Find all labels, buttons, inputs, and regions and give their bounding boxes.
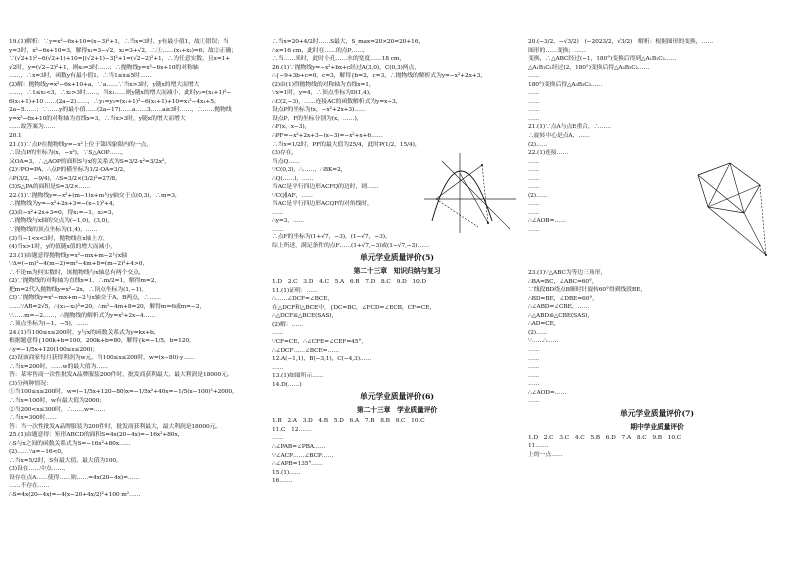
text-line: 1.B 2.A 3.D 4.B 5.D 6.A 7.B 8.B 9.C 10.C [272,418,425,425]
text-line: (2)由(1)得抛物线的对称轴为直线x=1， [272,81,375,88]
text-line: (3)存在， [272,150,298,157]
text-line: 当AC是平行四边形ACQF的对角线时， [272,201,373,208]
text-line: ∴当x=100时，w有最大值为2000； [9,397,106,404]
text-line: ∴P(3/2，−9/4)，∴S=3/2×(3/2)²=27/8， [9,175,121,182]
text-line: …… [528,98,540,105]
text-line: 20.1 [9,133,22,140]
text-line: 在△DCF和△BCE中，{DC=BC，∠FCD=∠ECB，CF=CE， [272,304,436,311]
text-line: 设存在点A……使得……则……=4x(20−4x)=…… [9,474,140,481]
text-line: ∴不论m为何实数时，该抛物线与x轴总有两个交点， [9,269,145,276]
text-line: ∴……∠DCF=∠BCE， [272,296,334,303]
text-line: 12.A(−1,1)，B(−3,1)，C(−4,3)…… [272,356,372,363]
text-line: ∴S=4x(20−4x)=−4(x−20+4x/2)²+100 m²…… [9,491,141,498]
text-line: …… [528,73,540,80]
text-line: ∴∠AOD=…… [528,389,567,396]
text-line: …… [528,355,540,362]
text-line: ∴F(x，x−3)， [272,124,311,131]
text-line: ……，∴x=3时，函数y有最小值1，∴当1≤x≤5时…… [9,73,152,80]
text-line: ∴y=−1/5x+120(100≤x≤200)； [9,346,99,353]
section-title-7: 单元学业质量评价(7) [620,408,694,418]
text-line: ②当200<x≤300时，∴……w=…… [9,406,106,413]
text-line: ∴x=16 cm，此时在……的点P……， [272,47,369,54]
parabola-diagram [422,151,518,235]
right-column [528,38,786,553]
text-line: …… [272,364,284,371]
text-line: ∴S与x之间的函数关系式为S=−16x²+80x…… [9,440,131,447]
text-line: …… [528,90,540,97]
text-line: 23.(1)∵△ABC为等边三角形， [528,270,607,277]
text-line: …… [272,227,284,234]
text-line: ∴∠ABD=∠CBE，…… [528,304,590,311]
text-line: ∵线段BD绕点B顺时针旋转60°得到线段BE， [528,287,647,294]
text-line: ∴顶点坐标为(−1，−5)，…… [9,321,88,328]
text-line: …… [528,167,540,174]
text-line: ∴PF=−x²+2x+3−(x−3)=−x²+x+6…… [272,133,383,140]
text-line: 19.(1)解析：∵y=x²−6x+10=(x−3)²+1，∴当x=3时，y有最小值1，故①错误；当 [9,39,229,45]
text-line: 答：当一次性批发A品牌服装为200件时，批发商获利最大，最大利润是18000元。 [9,423,222,430]
text-line: …… [528,175,540,182]
text-line: ∵CQ∥AF，…… [272,192,313,199]
text-line: 图形的……变换；…… [528,47,586,54]
text-line: ∴C(2,−3)，……连接AC的函数解析式为y=x−3， [272,98,402,105]
text-line: 15.(1)…… [272,469,301,476]
section-subtitle-7: 期中学业质量评价 [630,422,684,431]
text-line: 设点P的坐标为(x，−x²+2x+3)…… [272,107,366,114]
text-line: ∵……m=−2……，∴抛物线的解析式为y=x²+2x−4…… [9,312,156,319]
text-line: 11.…… [528,443,549,450]
text-line: ……∵AB=2√5，∴(x₁−x₂)²=20，∴m²−4m+8=20，解得m=6或m=−2， [9,303,206,310]
text-line: …… [528,372,540,379]
section-subtitle-6: 第二十三章 学业质量评价 [356,406,438,415]
text-line: ∴设点P的坐标为(x，−x²)，∵S△AOP……， [9,150,127,157]
text-line: ∵……∴…… [528,338,559,345]
text-line: 上的一点…… [528,451,563,458]
text-line: 23.(1)由题意得抛物线y=x²−mx+m−2与x轴 [9,252,127,259]
text-line: …… [528,107,540,114]
text-line: 26.(1)∵抛物线y=−x²+bx+c经过A(3,0)，C(0,3)两点， [272,64,420,71]
text-line: y=3时，x²−6x+10=3，解得x₁=3−√2，x₂=3+√2，∴①……(x₁+x₂)=6；故②正确； [9,47,237,54]
text-line: (2)…… [528,329,548,336]
text-line: ∴AD=CE， [528,321,560,328]
text-line: …… [528,209,540,216]
text-line: ∴点F的坐标为(1+√7，−3)，(1−√7，−3)， [272,234,391,241]
section-title-5: 单元学业质量评价(5) [360,253,434,263]
text-line: 22.(1)∵抛物线y=−x²+(m−1)x+m与y轴交于点(0,3)，∴m=3， [9,192,181,199]
text-line: (3)分两种情况： [9,380,52,387]
text-line: ……不存在…… [9,483,50,490]
text-line: ∵∠ACP……∠BCP…… [272,452,334,459]
text-line: ∵Δ=(−m)²−4(m−2)=m²−4m+8=(m−2)²+4>0， [9,261,149,268]
parabola-figure-block [272,149,522,233]
text-line: ∴BD=BE，∠DBE=60°， [528,295,598,302]
text-line: (3)设在……中点……， [9,466,69,473]
text-line: (2)解：抛物线y=x²−6x+10+a，∵a……∵当x>3时，y随x的增大而增大 [9,81,200,88]
text-line: ∴当x=20+4/2时……S最大，S_max=20×20=20+16， [272,39,425,45]
text-line: (2)……∵a=−16<0， [9,449,67,456]
left-column [9,38,267,553]
text-line: ∴y=3，…… [272,218,305,225]
text-line: (2)∵抛物线的对称轴为直线x=1，∴m/2=1，解得m=2， [9,278,161,285]
figure-side-text [528,149,678,234]
text-line: (3)S△PA的面积是S=3/2×…… [9,184,91,191]
text-line: ∴当……米时，此时小孔……水的宽度……18 cm， [272,56,406,63]
text-line: …… [528,381,540,388]
text-line: (4)当x>1时，y的值随x值的增大而减小， [9,244,116,251]
text-line: ∴∠APB=135°…… [272,461,323,468]
text-line: 20.(−3/2，−√3/2) (−2023/2，√3/2) 解析：根据图形的变换，…… [528,39,713,45]
text-line: 把m=2代入抛物线y=x²−2x，∴顶点坐标为(1,−1)， [9,286,148,293]
text-line: …… [528,158,540,165]
text-line: ∴当x=5/2时，S有最大值，最大值为100， [9,457,122,464]
text-line: y=x²−6x+10的对称轴为直线x=3，∴当x>3时，y随x的增大而增大 [9,115,186,122]
text-line: 21.(1)∵点A与点E重合，∴…… [528,124,612,131]
text-line: ∴当x=200时，……w的最大值为…… [9,363,108,370]
text-line: 1.D 2.C 3.D 4.C 5.A 6.B 7.D 8.C 9.D 10.D [272,279,426,286]
text-line: 25.(1)由题意得：矩形ABCD的面积S=4x(20−4x)=−16x²+80x， [9,432,184,439]
text-line: (2)设该商家每月获得利润为w元，当100≤x≤200时，w=(x−80)·y…… [9,355,195,362]
text-line: 24.(1)当100≤x≤200时，y与x的函数关系式为y=kx+b， [9,329,160,336]
text-line: 14.D(……) [272,381,302,388]
text-line: ∴△ABD≌△CBE(SAS)， [528,312,594,319]
text-line: 答：某零售商一次性批发A品牌服装200件时，批发商获利最大，最大利润是18000元。 [9,372,233,379]
text-line: …… [528,201,540,208]
text-line: …… [272,209,284,216]
text-line: 11.(1)证明：…… [272,287,318,294]
text-line: …… [528,364,540,371]
text-line: …… [528,398,540,405]
section-subtitle-5: 第二十三章 知识归纳与复习 [353,267,441,276]
text-line: 当AC是平行四边形ACFQ的边时，则…… [272,184,379,191]
text-line: ∵抛物线的顶点坐标为(1,4)，…… [9,227,98,234]
text-line: √2时，y=(√2−2)²+1，则x₀=3时……；∴抛物线y=x²−6x+10的对称轴 [9,64,199,71]
text-line: 根据题意得{100k+b=100，200k+b=80，解得{k=−1/5，b=120， [9,338,195,345]
text-line: (2)…… [528,141,548,148]
text-line: (3)∵抛物线y=x²−mx+m−2与x轴交于A，B两点，∴…… [9,295,161,302]
text-line: 综上所述，满足条件的点F……(1+√7,−3)或(1−√7,−3)…… [272,242,429,249]
text-line: 又OA=3，∴△AOP的面积S与x的关系式为S=3/2·x²=3/2x²， [9,158,171,165]
text-line: ……故答案为…… [9,124,56,131]
text-line: 2a−5……；∵……y的最小值……(2a−17)……a……3……a≥3时……，∴……抛物线 [9,107,232,114]
text-line: △A₁B₁C₁经过(2，180°)变换后得△A₂B₂C₂…… [528,64,650,71]
text-line: ∴抛物线为y=−x²+2x+3=−(x−1)²+4， [9,201,119,208]
text-line: ∵(√2+1)²−6(√2+1)+10=[(√2+1)−3]²+1=(√2−2)²+1，∴为任意实数，且x=1+ [9,56,231,63]
text-line: ∴∠PAB=∠PBA…… [272,443,326,450]
text-line: ∴{−9+3b+c=0，c=3，解得{b=2，c=3，∴抛物线的解析式为y=−x²+2x+3， [272,73,486,80]
text-line: 变换，∴△ABC经过(−1，180°)变换后得到△A₁B₁C₁…… [528,56,677,63]
text-line: ∴抛物线与x轴的交点为(−1,0)，(3,0)， [9,218,114,225]
text-line: 22.(1)连接…… [528,150,569,157]
text-line: 16.…… [272,478,293,485]
text-line: ∴旋转中心是点A，…… [528,133,590,140]
text-line: …… [528,115,540,122]
rotation-figure-block [528,149,786,269]
middle-column [272,38,522,553]
text-line: (2)由−x²+2x+3=0，得x₁=−1，x₂=3， [9,209,118,216]
text-line: …… [272,435,284,442]
text-line: 6(x₁+1)+10 ……(2a−2)……，∴y₁=y₂=(x₁+1)²−6(x₁+1)+10=x₁²−4x₁+5， [9,98,220,105]
text-line: ……，∴1≤x₁<3，∴x₂>3时……，当x₁……则y随x的增大而减小，此时y₁=(x₁+1)²− [9,90,232,97]
figure-side-text [272,149,422,234]
text-line: …… [528,347,540,354]
text-line: 设点P，F的坐标分别为(x，……)， [272,115,363,122]
rotation-diagram [678,151,782,263]
text-line: ∵C(0,3)，∴……，∴BK=2， [272,167,347,174]
text-line: ∴BA=BC，∠ABC=60°， [528,278,598,285]
text-line: (2)…… [528,192,548,199]
text-line: …… [528,227,540,234]
text-line: (3)当−1<x<3时，抛物线在x轴上方， [9,235,109,242]
text-line: 11.C 12.…… [272,426,312,433]
text-line: 当点Q…… [272,158,300,165]
text-line: ∵x=1时，y=4，∴顶点坐标为D(1,4)， [272,90,375,97]
text-line: ∴当x=1/2时，PF的最大值为25/4，此时P(1/2，15/4)， [272,141,421,148]
text-line: ∵CF=CE，∴∠CFE=∠CEF=45°， [272,339,367,346]
text-line: 13.(1)如图所示…… [272,373,324,380]
text-line: ∴∠DCF……∠BCE=…… [272,347,340,354]
text-line: ∴Q(……)，…… [272,175,314,182]
text-line: ∴∠AOB=…… [528,218,566,225]
text-line: 21.(1)∵点P在抛物线y=−x²上位于第四象限内的一点， [9,141,153,148]
text-line: ∴△DCF≌△BCE(SAS)， [272,313,338,320]
text-line: ①当100≤x≤200时，w=(−1/5x+120−80)x=−1/5x²+40x=−1/5(x−100)²+2000， [9,389,238,396]
text-line: (2)∵PO=PA，∴点P的横坐标为1/2·OA=3/2， [9,167,129,174]
text-line: 180°)变换后得△A₃B₃C₃…… [528,81,603,88]
text-line: …… [528,184,540,191]
text-line: …… [272,330,284,337]
text-line: ∴当x=300时…… [9,415,57,422]
text-line: (2)解：…… [272,321,304,328]
text-line: 1.D 2.C 3.C 4.C 5.B 6.D 7.A 8.C 9.B 10.C [528,434,682,441]
section-title-6: 单元学业质量评价(6) [360,392,434,402]
